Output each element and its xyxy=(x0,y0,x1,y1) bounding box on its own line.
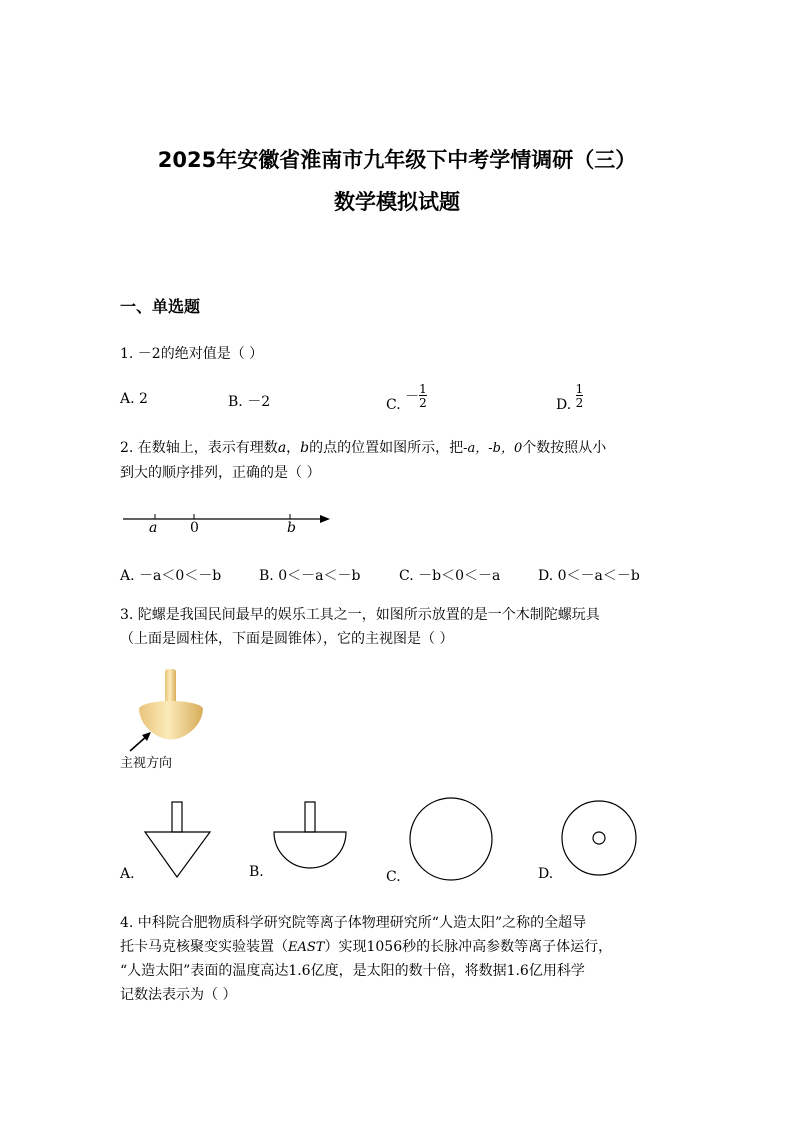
q1-option-b: B. －2 xyxy=(228,394,271,410)
q3-option-b-figure xyxy=(272,800,352,880)
q2-var-b: b xyxy=(300,440,310,456)
d-outer-circle xyxy=(562,801,636,875)
number-line-arrow xyxy=(320,515,330,523)
q3-option-d-figure xyxy=(560,799,640,879)
q1-option-c xyxy=(386,383,427,413)
q3-option-a: A. xyxy=(120,866,135,882)
q3-stem-line1: 3. 陀螺是我国民间最早的娱乐工具之一，如图所示放置的是一个木制陀螺玩具 xyxy=(120,607,600,623)
q4-stem-line3: “人造太阳”表面的温度高达1.6亿度，是太阳的数十倍，将数据1.6亿用科学 xyxy=(120,963,585,979)
q4-stem-line4: 记数法表示为（ ） xyxy=(120,987,237,1003)
q1-c-numerator: 1 xyxy=(419,382,427,396)
q1-option-c-fraction xyxy=(419,383,427,409)
q1-option-c-sign: － xyxy=(405,389,420,405)
q4-east: EAST xyxy=(288,940,325,955)
q1-option-a: A. 2 xyxy=(120,391,148,407)
spinning-top-image xyxy=(120,665,220,760)
a-cone-triangle xyxy=(145,832,210,877)
q3-option-c: C. xyxy=(386,869,401,885)
axis-label-a: a xyxy=(149,520,158,536)
q3-option-a-figure xyxy=(140,800,220,880)
q1-stem: 1. －2的绝对值是（ ） xyxy=(120,346,264,362)
b-cylinder xyxy=(305,802,315,832)
exam-title-line2: 数学模拟试题 xyxy=(334,190,460,214)
q2-stem-line2: 到大的顺序排列，正确的是（ ） xyxy=(120,465,321,481)
q3-option-c-figure xyxy=(408,796,498,886)
q4-line2-part1: 托卡马克核聚变实验装置（ xyxy=(120,939,288,955)
q2-number-list: -a，-b，0 xyxy=(463,441,523,456)
q3-stem-line2: （上面是圆柱体，下面是圆锥体），它的主视图是（ ） xyxy=(120,631,454,647)
q3-option-b: B. xyxy=(249,864,264,880)
q2-stem-part2: 的点的位置如图所示，把 xyxy=(309,440,464,456)
q4-line2-part2: ）实现1056秒的长脉冲高参数等离子体运行， xyxy=(324,939,613,955)
q1-d-numerator: 1 xyxy=(575,382,584,396)
q2-comma: ， xyxy=(286,440,301,456)
q2-option-a: A. －a＜0＜－b xyxy=(120,568,222,584)
q2-stem-part3: 个数按照从小 xyxy=(522,440,607,456)
axis-label-zero: 0 xyxy=(190,520,199,536)
q1-option-d xyxy=(556,383,583,413)
q2-option-d: D. 0＜－a＜－b xyxy=(538,568,640,584)
q2-option-c: C. －b＜0＜－a xyxy=(399,568,501,584)
q4-stem-line1: 4. 中科院合肥物质科学研究院等离子体物理研究所“人造太阳”之称的全超导 xyxy=(120,915,587,931)
q1-option-c-label: C. xyxy=(386,397,401,413)
q1-option-d-label: D. xyxy=(556,397,572,413)
q4-stem-line2 xyxy=(120,936,612,956)
c-circle xyxy=(410,798,492,880)
q2-stem-line1 xyxy=(120,437,606,457)
view-direction-label: 主视方向 xyxy=(120,756,173,771)
exam-title-line1: 2025年安徽省淮南市九年级下中考学情调研（三） xyxy=(157,148,637,172)
q2-option-b: B. 0＜－a＜－b xyxy=(259,568,361,584)
section-heading: 一、单选题 xyxy=(120,297,201,316)
b-semicircle xyxy=(274,832,346,868)
q2-stem-part1: 2. 在数轴上，表示有理数 xyxy=(120,440,278,456)
q1-c-denominator: 2 xyxy=(419,396,427,410)
axis-label-b: b xyxy=(287,520,296,536)
a-cylinder xyxy=(172,802,182,832)
q2-var-a: a xyxy=(277,440,287,456)
q1-d-denominator: 2 xyxy=(575,396,584,410)
q3-option-d: D. xyxy=(538,866,554,882)
d-inner-circle xyxy=(593,832,605,844)
q1-option-d-fraction xyxy=(576,383,584,409)
